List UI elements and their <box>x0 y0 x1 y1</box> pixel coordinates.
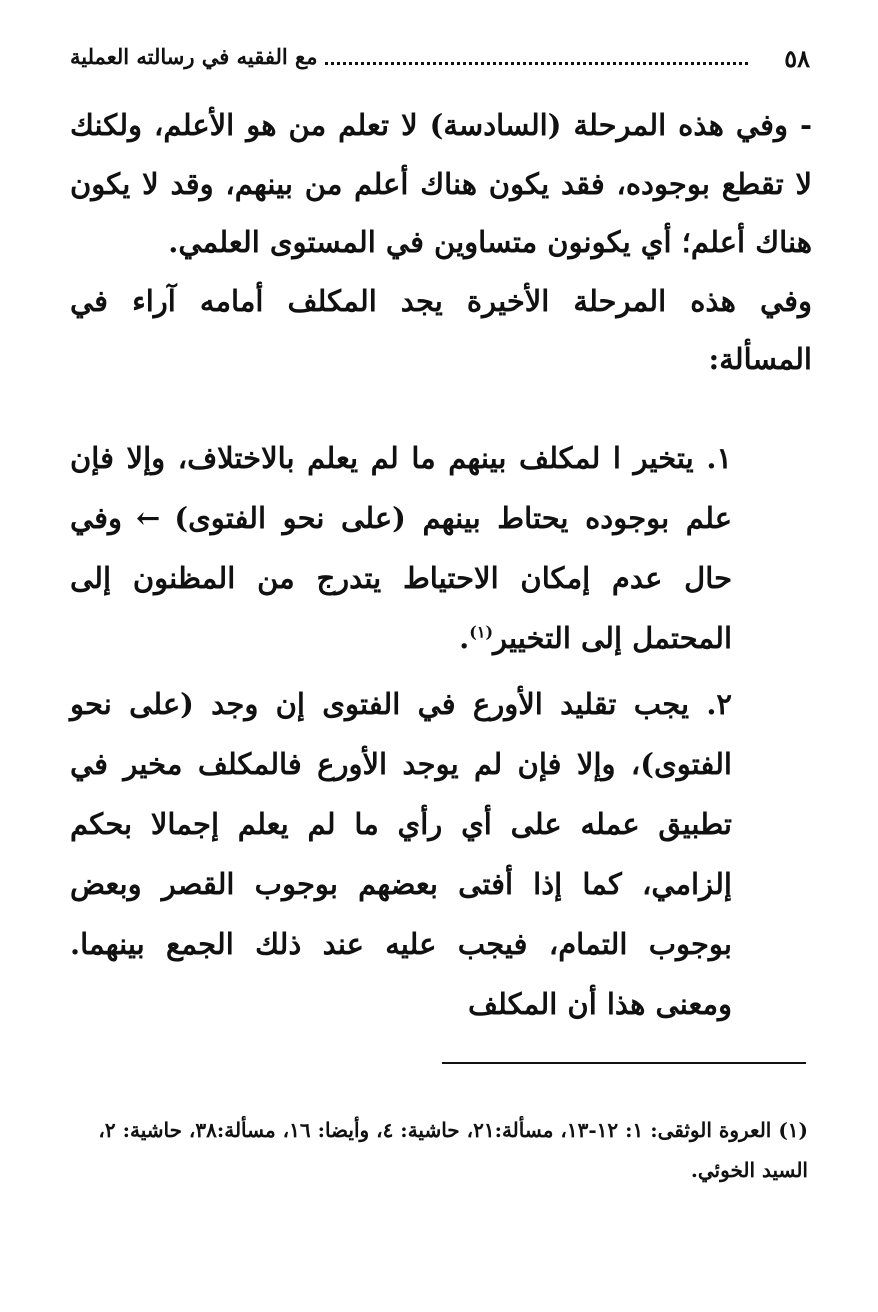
running-title: مع الفقيه في رسالته العملية <box>70 44 318 69</box>
footnote-reference: (١) <box>469 622 494 642</box>
opinions-list <box>70 428 812 1034</box>
footnote-line-1: (١) العروة الوثقى: ١: ١٢-١٣، مسألة:٢١، حاشية: ٤، وأيضا: ١٦، مسألة:٣٨، حاشية: ٢، <box>98 1118 808 1142</box>
list-item-2: ٢. يجب تقليد الأورع في الفتوى إن وجد (على نحو الفتوى)، وإلا فإن لم يوجد الأورع فالمكلف مخير في تطبيق عمله على أي رأي ما لم يعلم إجمالا بحكم إلزامي، كما إذا أفتى بعضهم بوجوب القصر وبعض بوجوب التمام، فيجب عليه عند ذلك الجمع بينهما. ومعنى هذا أن المكلف <box>70 687 732 1021</box>
footnote-line-2: السيد الخوئي. <box>690 1158 808 1182</box>
footnote-separator <box>442 1062 806 1064</box>
paragraph-opinions-intro: وفي هذه المرحلة الأخيرة يجد المكلف أمامه آراء في المسألة: <box>70 283 812 376</box>
list-item-1-text-before: ١. يتخير ا لمكلف بينهم ما لم يعلم بالاختلاف، وإلا فإن علم بوجوده يحتاط بينهم (على نحو الفتوى) <box>70 441 732 535</box>
page-header <box>70 38 810 82</box>
header-dotted-leader <box>325 62 748 65</box>
page-number: ٥٨ <box>784 44 810 73</box>
paragraph-stage-six: - وفي هذه المرحلة (السادسة) لا تعلم من هو الأعلم، ولكنك لا تقطع بوجوده، فقد يكون هناك أعلم من بينهم، وقد لا يكون هناك أعلم؛ أي يكونون متساوين في المستوى العلمي. <box>70 108 812 259</box>
arrow-left-icon: ← <box>136 501 161 535</box>
list-item-1 <box>70 428 812 668</box>
main-text <box>70 96 812 389</box>
list-item-1-end: . <box>459 621 470 655</box>
list-item-1-text-after: وفي حال عدم إمكان الاحتياط يتدرج من المظنون إلى المحتمل إلى التخيير <box>70 501 732 655</box>
footnote <box>70 1110 808 1190</box>
